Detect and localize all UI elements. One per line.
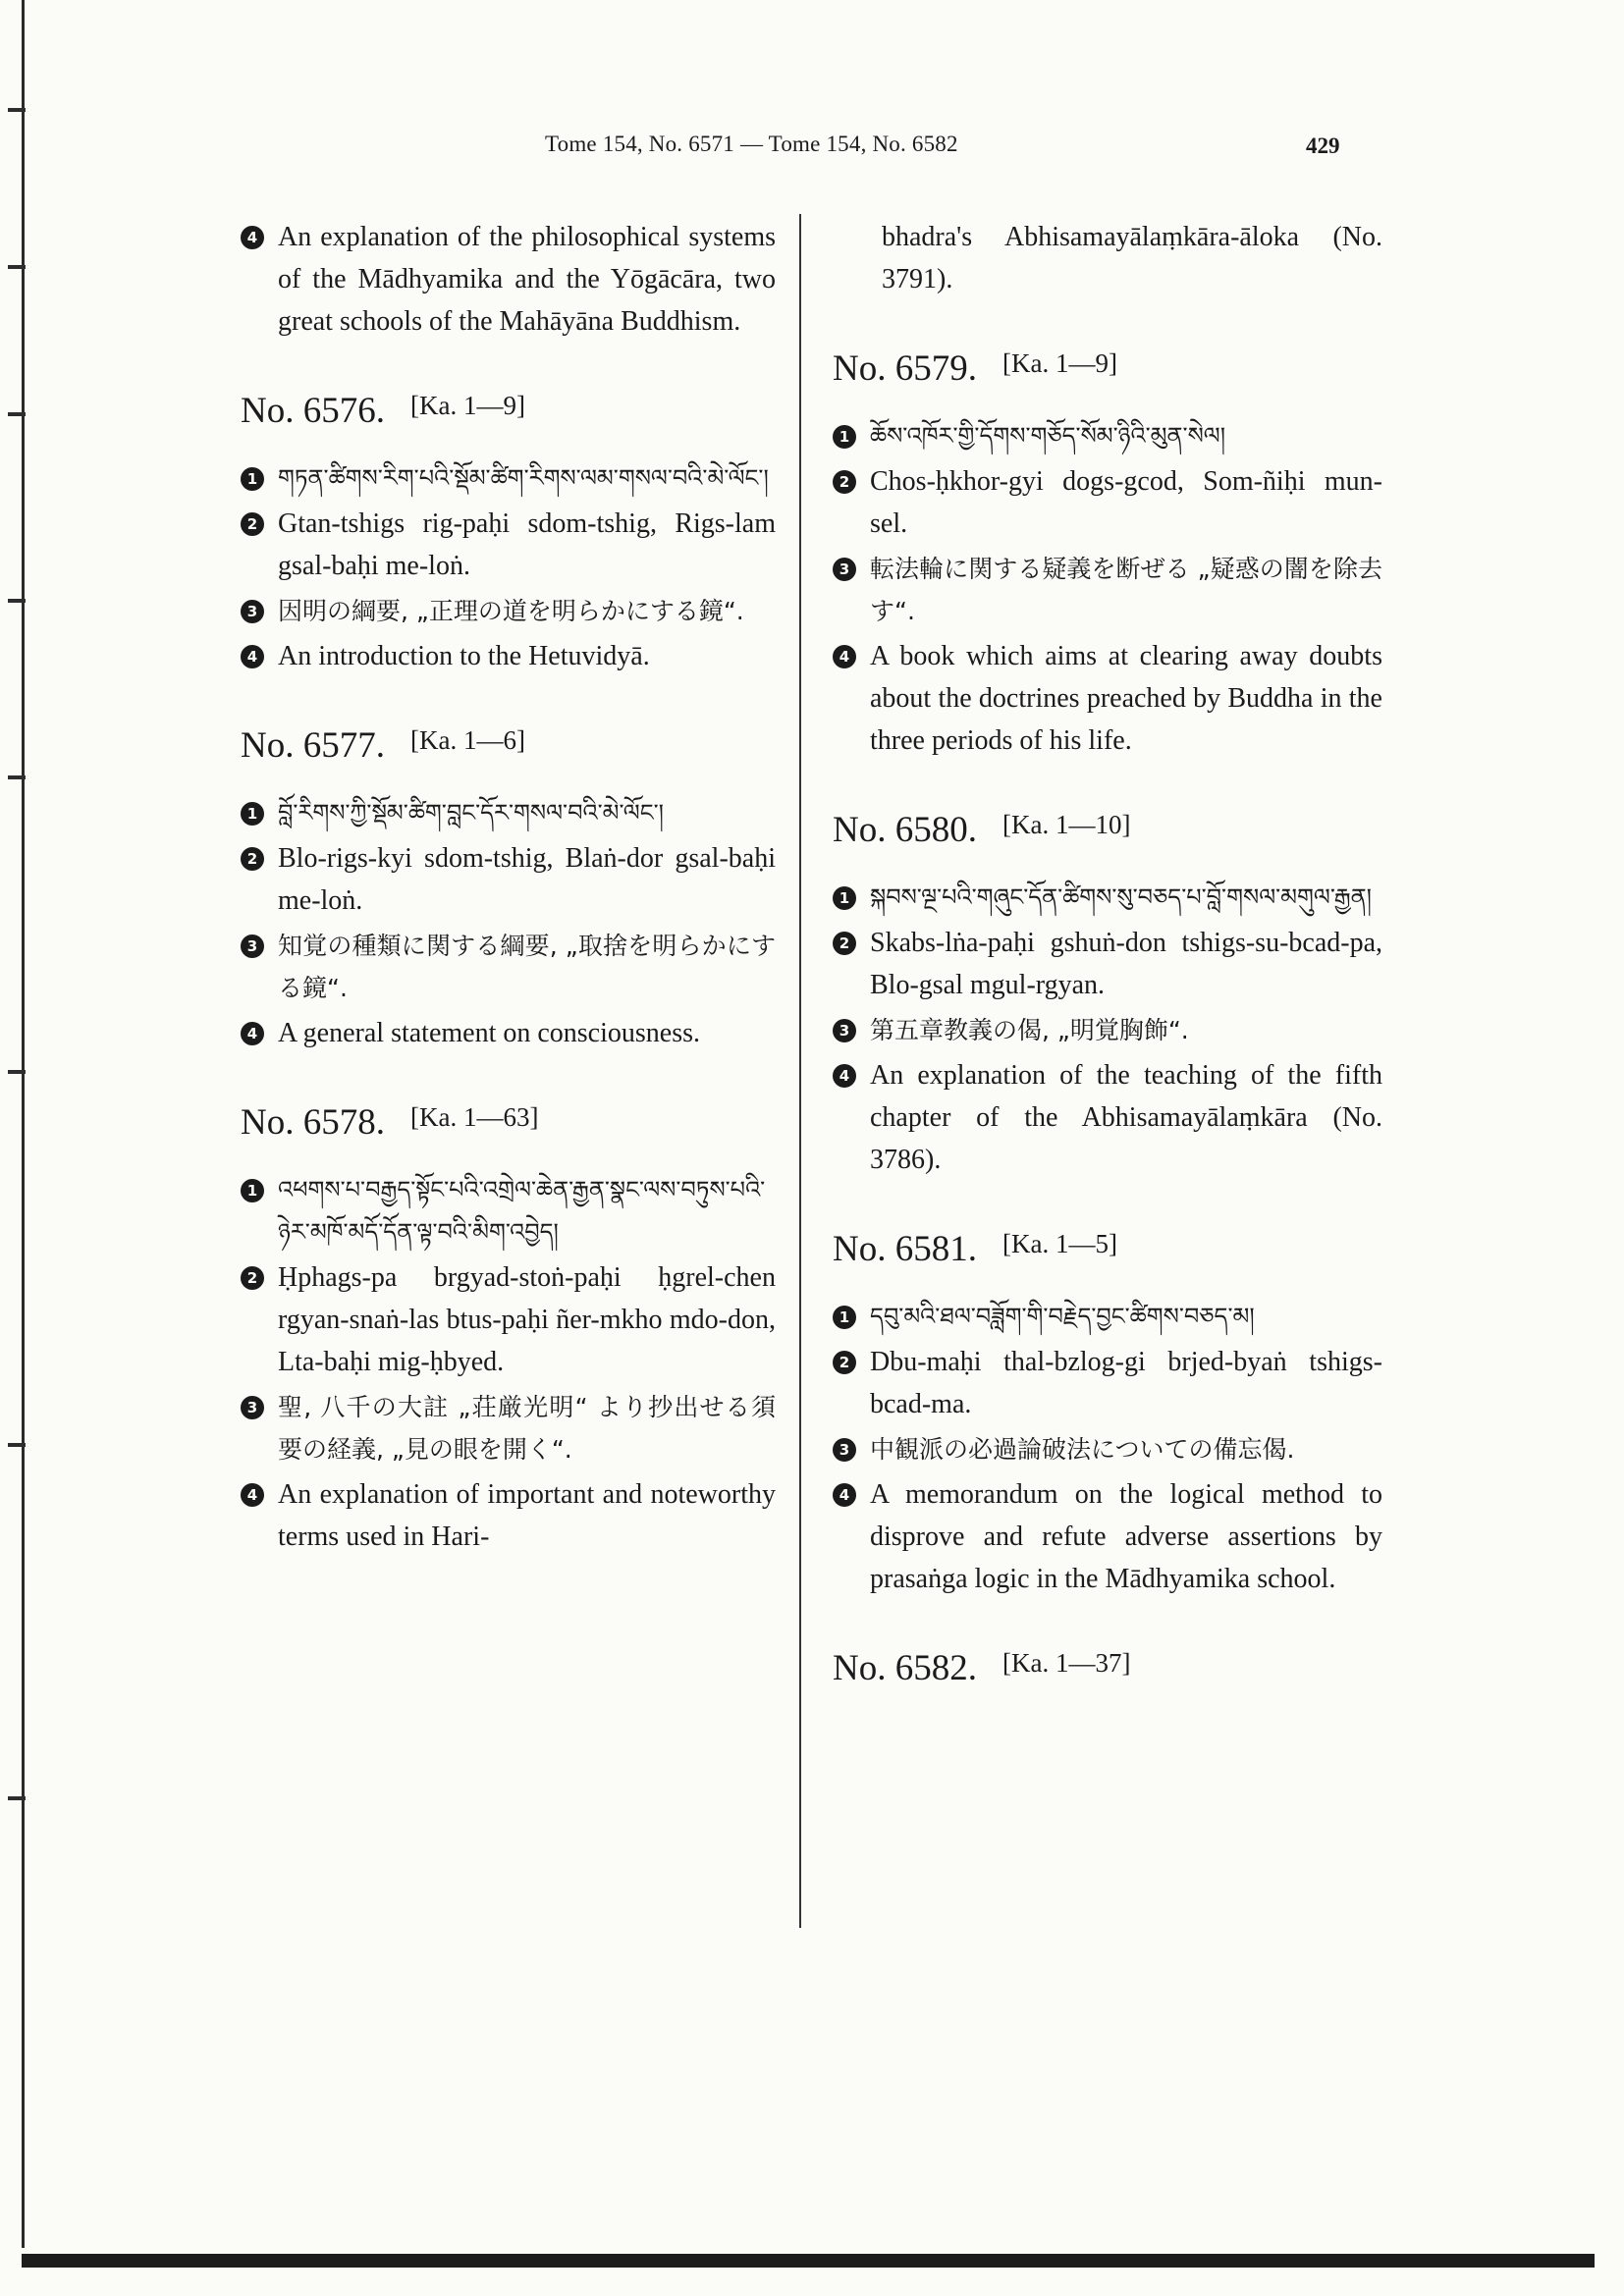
transliterated-title: Skabs-lṅa-paḥi gshuṅ-don tshigs-su-bcad-pa, Blo-gsal mgul-rgyan. xyxy=(870,928,1382,1000)
catalog-entry xyxy=(241,390,776,677)
right-column xyxy=(833,216,1382,1715)
japanese-title: 第五章教義の偈, „明覚胸飾“. xyxy=(870,1016,1189,1044)
bullet-4: 4 xyxy=(241,226,264,249)
english-description: An introduction to the Hetuvidyā. xyxy=(278,641,650,671)
binding-mark xyxy=(8,108,26,112)
entry-reference: [Ka. 1—9] xyxy=(409,391,525,420)
bullet-2: 2 xyxy=(833,470,856,494)
bullet-1: 1 xyxy=(241,802,264,826)
tibetan-title: ཆོས་འཁོར་གྱི་དོགས་གཅོད་སོམ་ཉིའི་མུན་སེལ། xyxy=(870,422,1226,450)
entry-reference: [Ka. 1—6] xyxy=(409,725,525,755)
binding-mark xyxy=(8,1796,26,1800)
entry-reference: [Ka. 1—9] xyxy=(1001,348,1117,378)
entry-item xyxy=(833,548,1382,632)
binding-mark xyxy=(8,412,26,416)
entry-item xyxy=(241,457,776,500)
entry-item xyxy=(241,1256,776,1383)
entry-number: No. 6578. xyxy=(241,1102,385,1143)
english-description: A memorandum on the logical method to disprove and refute adverse assertions by prasaṅga logic in the Mādhyamika school. xyxy=(870,1479,1382,1594)
bullet-3: 3 xyxy=(241,1396,264,1419)
bullet-1: 1 xyxy=(241,467,264,491)
entry-item xyxy=(241,1169,776,1254)
entry-item xyxy=(833,1473,1382,1600)
entry-item xyxy=(833,1296,1382,1338)
bullet-2: 2 xyxy=(833,932,856,955)
running-head: Tome 154, No. 6571 — Tome 154, No. 6582 xyxy=(545,132,958,156)
bullet-3: 3 xyxy=(241,934,264,958)
transliterated-title: Gtan-tshigs rig-paḥi sdom-tshig, Rigs-lam gsal-baḥi me-loṅ. xyxy=(278,508,776,581)
bullet-4: 4 xyxy=(241,1022,264,1045)
entry-item xyxy=(241,635,776,677)
entry-item xyxy=(833,635,1382,762)
entry-number: No. 6579. xyxy=(833,348,977,389)
entry-item xyxy=(833,1054,1382,1181)
transliterated-title: Blo-rigs-kyi sdom-tshig, Blaṅ-dor gsal-baḥi me-loṅ. xyxy=(278,843,776,916)
tibetan-title: སྐབས་ལྔ་པའི་གཞུང་དོན་ཚིགས་སུ་བཅད་པ་བློ་གསལ་མགུལ་རྒྱན། xyxy=(870,883,1372,911)
catalog-entry xyxy=(241,1101,776,1558)
bullet-3: 3 xyxy=(241,600,264,623)
bullet-1: 1 xyxy=(833,886,856,910)
entry-item xyxy=(241,1012,776,1054)
entry-number: No. 6577. xyxy=(241,725,385,766)
entry-heading xyxy=(833,1647,1382,1689)
catalog-entry xyxy=(833,347,1382,762)
japanese-title: 中観派の必過論破法についての備忘偈. xyxy=(870,1435,1295,1464)
binding-edge xyxy=(0,0,33,2248)
bullet-4: 4 xyxy=(833,645,856,668)
left-column xyxy=(241,216,776,1561)
entry-heading xyxy=(241,724,776,767)
continuation-item xyxy=(241,216,776,343)
entry-item xyxy=(833,1428,1382,1470)
transliterated-title: Chos-ḥkhor-gyi dogs-gcod, Som-ñiḥi mun-sel. xyxy=(870,466,1382,539)
page-bottom-edge xyxy=(22,2254,1595,2268)
english-description: A general statement on consciousness. xyxy=(278,1018,701,1048)
bullet-1: 1 xyxy=(833,1306,856,1329)
entry-item xyxy=(833,1009,1382,1051)
entry-heading xyxy=(833,347,1382,390)
bullet-4: 4 xyxy=(241,1483,264,1507)
entry-item xyxy=(241,1386,776,1470)
continuation-text: An explanation of the philosophical systems of the Mādhyamika and the Yōgācāra, two great schools of the Mahāyāna Buddhism. xyxy=(278,222,776,337)
bullet-4: 4 xyxy=(241,645,264,668)
japanese-title: 因明の綱要, „正理の道を明らかにする鏡“. xyxy=(278,597,744,625)
bullet-2: 2 xyxy=(241,847,264,871)
entry-number: No. 6582. xyxy=(833,1648,977,1688)
tibetan-title: འཕགས་པ་བརྒྱད་སྟོང་པའི་འགྲེལ་ཆེན་རྒྱན་སྣང་ལས་བཏུས་པའི་ཉེར་མཁོ་མདོ་དོན་ལྟ་བའི་མིག་འབྱེད། xyxy=(278,1176,766,1246)
bullet-3: 3 xyxy=(833,1438,856,1462)
entry-item xyxy=(241,503,776,587)
japanese-title: 転法輪に関する疑義を断ぜる „疑惑の闇を除去す“. xyxy=(870,555,1382,625)
english-description: An explanation of the teaching of the fifth chapter of the Abhisamayālaṃkāra (No. 3786). xyxy=(870,1060,1382,1175)
right-entries xyxy=(833,347,1382,1689)
bullet-2: 2 xyxy=(241,512,264,536)
bullet-2: 2 xyxy=(241,1266,264,1290)
page-number: 429 xyxy=(1306,133,1340,158)
entry-item xyxy=(833,877,1382,919)
transliterated-title: Dbu-maḥi thal-bzlog-gi brjed-byaṅ tshigs-bcad-ma. xyxy=(870,1347,1382,1419)
bullet-1: 1 xyxy=(833,425,856,449)
entry-reference: [Ka. 1—63] xyxy=(409,1102,539,1132)
column-divider xyxy=(799,214,801,1928)
tibetan-title: བློ་རིགས་ཀྱི་སྡོམ་ཚིག་བླང་དོར་གསལ་བའི་མེ་ལོང་། xyxy=(278,799,664,827)
entry-number: No. 6580. xyxy=(833,810,977,850)
entry-reference: [Ka. 1—37] xyxy=(1001,1648,1131,1678)
entry-heading xyxy=(833,1228,1382,1270)
tibetan-title: གཏན་ཚིགས་རིག་པའི་སྡོམ་ཚིག་རིགས་ལམ་གསལ་བའི་མེ་ལོང་། xyxy=(278,464,769,492)
entry-item xyxy=(833,460,1382,545)
entry-item xyxy=(241,925,776,1009)
entry-item xyxy=(241,1473,776,1558)
catalog-entry xyxy=(833,809,1382,1181)
binding-mark xyxy=(8,265,26,269)
entry-number: No. 6581. xyxy=(833,1229,977,1269)
left-entries xyxy=(241,390,776,1558)
english-description: A book which aims at clearing away doubts about the doctrines preached by Buddha in the three periods of his life. xyxy=(870,641,1382,756)
tibetan-title: དབུ་མའི་ཐལ་བཟློག་གི་བརྗེད་བྱང་ཚིགས་བཅད་མ། xyxy=(870,1303,1255,1330)
transliterated-title: Ḥphags-pa brgyad-stoṅ-paḥi ḥgrel-chen rgyan-snaṅ-las btus-paḥi ñer-mkho mdo-don, Lta-baḥi mig-ḥbyed. xyxy=(278,1262,776,1377)
entry-item xyxy=(833,415,1382,457)
binding-mark xyxy=(8,1070,26,1074)
catalog-entry xyxy=(833,1228,1382,1600)
entry-heading xyxy=(241,1101,776,1144)
binding-mark xyxy=(8,1443,26,1447)
bullet-2: 2 xyxy=(833,1351,856,1374)
entry-reference: [Ka. 1—10] xyxy=(1001,810,1131,839)
binding-line xyxy=(22,0,25,2248)
entry-item xyxy=(241,590,776,632)
english-description: An explanation of important and noteworthy terms used in Hari- xyxy=(278,1479,776,1552)
entry-item xyxy=(241,792,776,834)
catalog-entry xyxy=(241,724,776,1054)
binding-mark xyxy=(8,599,26,603)
entry-reference: [Ka. 1—5] xyxy=(1001,1229,1117,1258)
entry-item xyxy=(833,922,1382,1006)
japanese-title: 聖, 八千の大註 „荘厳光明“ より抄出せる須要の経義, „見の眼を開く“. xyxy=(278,1393,776,1464)
bullet-3: 3 xyxy=(833,1019,856,1042)
continuation-text: bhadra's Abhisamayālaṃkāra-āloka (No. 3791). xyxy=(882,222,1382,294)
entry-heading xyxy=(833,809,1382,851)
bullet-4: 4 xyxy=(833,1064,856,1088)
bullet-1: 1 xyxy=(241,1179,264,1202)
entry-number: No. 6576. xyxy=(241,391,385,431)
bullet-3: 3 xyxy=(833,558,856,581)
binding-mark xyxy=(8,775,26,779)
bullet-4: 4 xyxy=(833,1483,856,1507)
entry-item xyxy=(241,837,776,922)
entry-heading xyxy=(241,390,776,432)
catalog-entry xyxy=(833,1647,1382,1689)
japanese-title: 知覚の種類に関する綱要, „取捨を明らかにする鏡“. xyxy=(278,932,776,1002)
entry-item xyxy=(833,1341,1382,1425)
